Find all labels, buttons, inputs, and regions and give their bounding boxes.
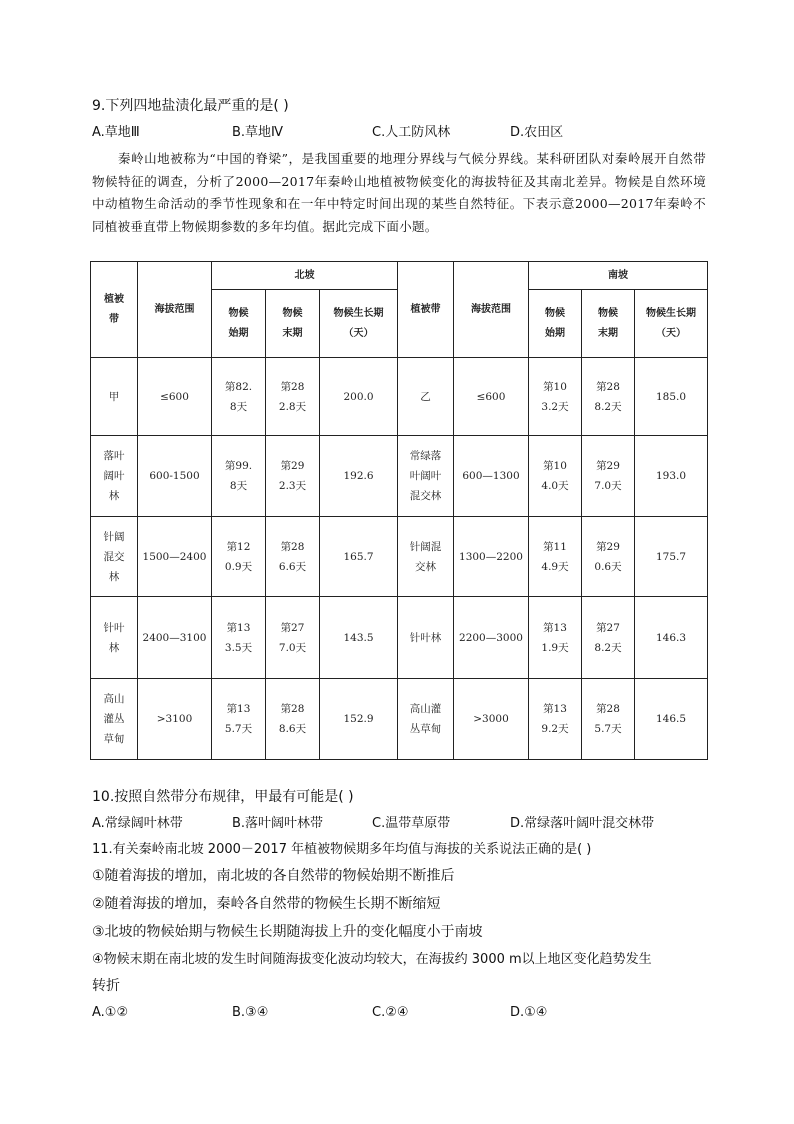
q11-option-b[interactable]: B.③④ <box>232 1005 269 1020</box>
table-row: 针阔混交林 1500—2400 第120.9天 第286.6天 165.7 针阔混交林 1300—2200 第114.9天 第290.6天 175.7 <box>91 517 708 597</box>
q11-option-d[interactable]: D.①④ <box>510 1005 548 1020</box>
phenology-table <box>90 261 708 760</box>
q11-statement-1: ①随着海拔的增加，南北坡的各自然带的物候始期不断推后 <box>92 868 455 884</box>
q10-option-a[interactable]: A.常绿阔叶林带 <box>92 816 183 831</box>
q10-option-c[interactable]: C.温带草原带 <box>372 816 451 831</box>
header-range-north: 海拔范围 <box>138 262 212 358</box>
q11-option-a[interactable]: A.①② <box>92 1005 129 1020</box>
q11-statement-3: ③北坡的物候始期与物候生长期随海拔上升的变化幅度小于南坡 <box>92 924 483 940</box>
header-south-slope: 南坡 <box>529 262 708 290</box>
header-length-south: 物候生长期（天） <box>635 290 708 358</box>
q9-option-b[interactable]: B.草地Ⅳ <box>232 125 284 140</box>
q10-stem: 10.按照自然带分布规律，甲最有可能是( ) <box>92 789 354 805</box>
header-zone-south: 植被带 <box>398 262 454 358</box>
header-start-south: 物候始期 <box>529 290 582 358</box>
q9-stem: 9.下列四地盐渍化最严重的是( ) <box>92 98 289 114</box>
q11-option-c[interactable]: C.②④ <box>372 1005 409 1020</box>
header-zone-north: 植被带 <box>91 262 138 358</box>
reading-passage: 秦岭山地被称为“中国的脊梁”，是我国重要的地理分界线与气候分界线。某科研团队对秦岭展开自然带物候特征的调查，分析了2000—2017年秦岭山地植被物候变化的海拔特征及其南北差异。物候是自然环境中动植物生命活动的季节性现象和在一年中特定时间出现的某些自然特征。下表示意2000—2017年秦岭不同植被垂直带上物候期参数的多年均值。据此完成下面小题。 <box>92 151 706 234</box>
table-row: 甲 ≤600 第82.8天 第282.8天 200.0 乙 ≤600 第103.2天 第288.2天 185.0 <box>91 358 708 436</box>
header-end-south: 物候末期 <box>582 290 635 358</box>
q9-option-a[interactable]: A.草地Ⅲ <box>92 125 140 140</box>
q10-option-d[interactable]: D.常绿落叶阔叶混交林带 <box>510 816 655 831</box>
header-start-north: 物候始期 <box>212 290 266 358</box>
q11-statement-2: ②随着海拔的增加，秦岭各自然带的物候生长期不断缩短 <box>92 896 441 912</box>
table-row: 针叶林 2400—3100 第133.5天 第277.0天 143.5 针叶林 2200—3000 第131.9天 第278.2天 146.3 <box>91 597 708 679</box>
q11-stem: 11.有关秦岭南北坡 2000－2017 年植被物候期多年均值与海拔的关系说法正确的是( ) <box>92 842 592 857</box>
q9-option-d[interactable]: D.农田区 <box>510 125 564 140</box>
q10-option-b[interactable]: B.落叶阔叶林带 <box>232 816 324 831</box>
table-row: 高山灌丛草甸 >3100 第135.7天 第288.6天 152.9 高山灌丛草甸 >3000 第139.2天 第285.7天 146.5 <box>91 679 708 760</box>
table-row: 落叶阔叶林 600-1500 第99.8天 第292.3天 192.6 常绿落叶阔叶混交林 600—1300 第104.0天 第297.0天 193.0 <box>91 436 708 517</box>
q11-statement-4-cont: 转折 <box>92 978 120 994</box>
header-range-south: 海拔范围 <box>454 262 529 358</box>
header-north-slope: 北坡 <box>212 262 398 290</box>
header-length-north: 物候生长期（天） <box>320 290 398 358</box>
q11-statement-4: ④物候末期在南北坡的发生时间随海拔变化波动均较大，在海拔约 3000 m以上地区变化趋势发生 <box>92 952 652 967</box>
q9-option-c[interactable]: C.人工防风林 <box>372 125 451 140</box>
header-end-north: 物候末期 <box>266 290 320 358</box>
